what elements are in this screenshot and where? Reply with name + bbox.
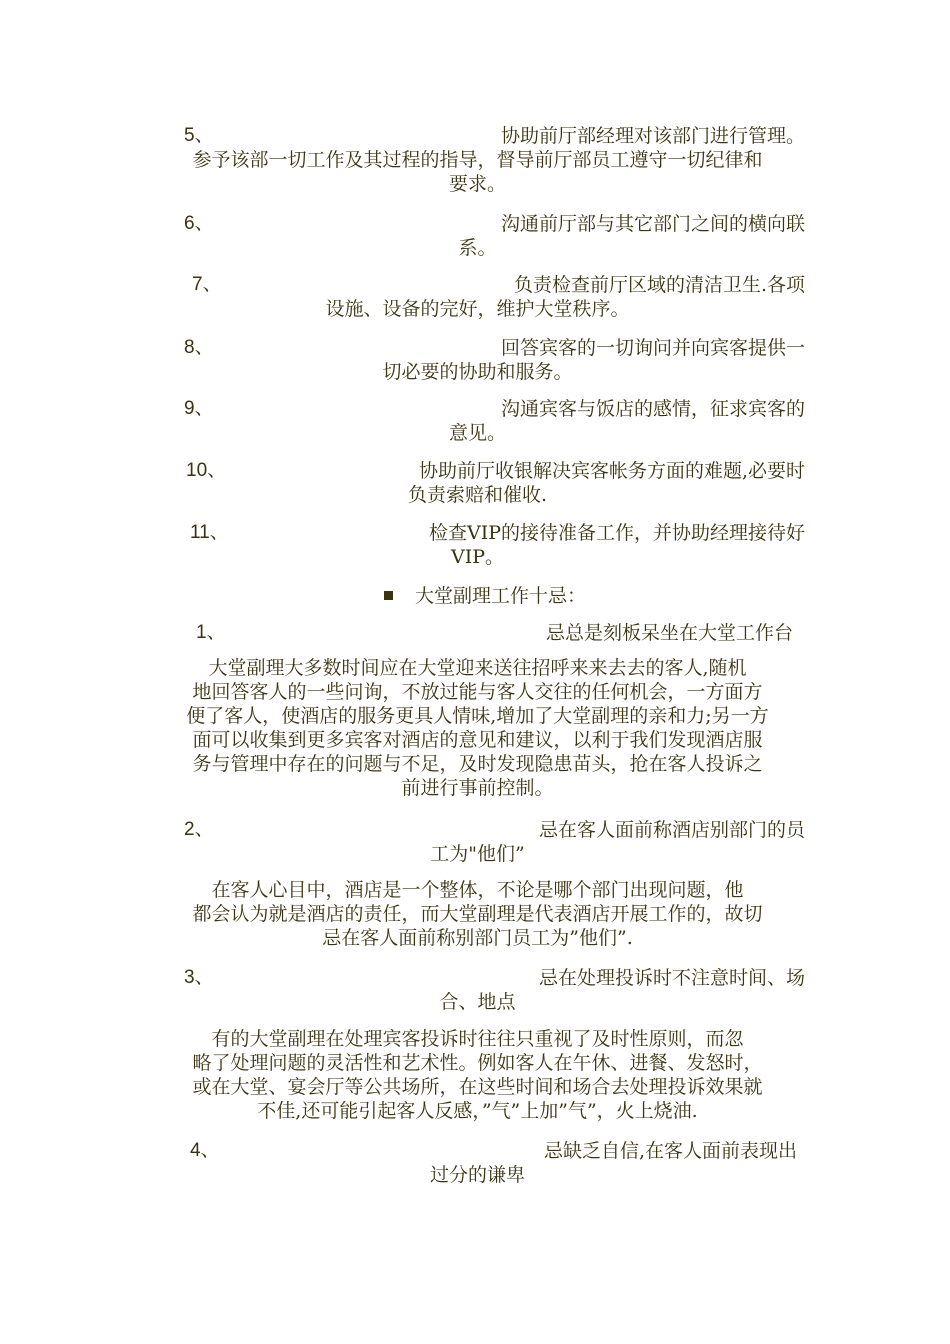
item-number: 10、 [186, 460, 227, 481]
duty-item [150, 459, 805, 507]
taboo-paragraph [150, 878, 805, 950]
item-text-continued: 负责索赔和催收. [407, 484, 548, 506]
item-number: 8、 [184, 337, 214, 358]
duty-item [150, 336, 805, 384]
item-text-continued: 切必要的协助和服务。 [382, 361, 573, 383]
item-text: 忌在处理投诉时不注意时间、场 [538, 967, 805, 989]
item-number: 2、 [184, 819, 214, 840]
paragraph-line: 都会认为就是酒店的责任，而大堂副理是代表酒店开展工作的，故切 [192, 903, 763, 925]
item-text-continued: 要求。 [448, 173, 506, 195]
item-number: 3、 [184, 967, 214, 988]
item-number: 1、 [196, 622, 226, 643]
item-text-continued: 意见。 [448, 422, 506, 444]
paragraph-line: 大堂副理大多数时间应在大堂迎来送往招呼来来去去的客人,随机 [208, 657, 747, 679]
item-text: 忌总是刻板呆坐在大堂工作台 [545, 622, 793, 644]
taboo-item [150, 966, 805, 1014]
duty-item [150, 521, 805, 569]
item-text-continued: 工为"他们” [430, 843, 525, 865]
item-number: 6、 [184, 213, 214, 234]
taboo-item [150, 621, 805, 645]
item-text-continued: 系。 [458, 237, 497, 259]
square-bullet-icon [384, 591, 393, 600]
item-number: 5、 [184, 125, 214, 146]
item-text-continued: 合、地点 [439, 991, 516, 1013]
item-number: 4、 [190, 1140, 220, 1161]
section-heading [185, 584, 785, 608]
paragraph-line: 务与管理中存在的问题与不足，及时发现隐患苗头，抢在客人投诉之 [192, 753, 763, 775]
item-text: 协助前厅部经理对该部门进行管理。 [500, 125, 805, 147]
duty-item [150, 273, 805, 321]
item-text: 沟通宾客与饭店的感情，征求宾客的 [500, 398, 805, 420]
item-text: 忌缺乏自信,在客人面前表现出 [543, 1140, 797, 1162]
paragraph-line: 在客人心目中，酒店是一个整体，不论是哪个部门出现问题，他 [211, 879, 744, 901]
taboo-item [150, 1139, 805, 1187]
duty-item [150, 397, 805, 445]
duty-item [150, 212, 805, 260]
item-text-continued: 过分的谦卑 [429, 1164, 525, 1186]
paragraph-line: 不佳,还可能引起客人反感，”气”上加”气”，火上烧油. [257, 1100, 698, 1122]
item-text: 负责检查前厅区域的清洁卫生.各项 [513, 274, 805, 296]
taboo-paragraph [150, 656, 805, 800]
item-number: 7、 [192, 274, 222, 295]
item-number: 11、 [190, 522, 229, 543]
paragraph-line: 或在大堂、宴会厅等公共场所，在这些时间和场合去处理投诉效果就 [192, 1076, 763, 1098]
item-text-continued: 设施、设备的完好，维护大堂秩序。 [325, 298, 630, 320]
item-text: 忌在客人面前称酒店别部门的员 [538, 819, 805, 841]
taboo-item [150, 818, 805, 866]
paragraph-line: 忌在客人面前称别部门员工为”他们”. [322, 927, 633, 949]
item-text: 协助前厅收银解决宾客帐务方面的难题,必要时 [418, 460, 805, 482]
section-heading-text: 大堂副理工作十忌： [414, 585, 586, 607]
taboo-paragraph [150, 1027, 805, 1123]
item-text-continued: VIP。 [450, 546, 504, 568]
item-text-continued: 参予该部一切工作及其过程的指导，督导前厅部员工遵守一切纪律和 [192, 149, 763, 171]
duty-item [150, 124, 805, 196]
item-text: 检查VIP的接待准备工作，并协助经理接待好 [428, 522, 805, 544]
paragraph-line: 前进行事前控制。 [401, 777, 554, 799]
item-number: 9、 [184, 398, 214, 419]
paragraph-line: 有的大堂副理在处理宾客投诉时往往只重视了及时性原则，而忽 [211, 1028, 744, 1050]
paragraph-line: 略了处理问题的灵活性和艺术性。例如客人在午休、进餐、发怒时， [192, 1052, 763, 1074]
paragraph-line: 面可以收集到更多宾客对酒店的意见和建议，以利于我们发现酒店服 [192, 729, 763, 751]
item-text: 沟通前厅部与其它部门之间的横向联 [500, 213, 805, 235]
paragraph-line: 便了客人，使酒店的服务更具人情味,增加了大堂副理的亲和力;另一方 [186, 705, 769, 727]
paragraph-line: 地回答客人的一些问询，不放过能与客人交往的任何机会，一方面方 [192, 681, 763, 703]
item-text: 回答宾客的一切询问并向宾客提供一 [500, 337, 805, 359]
